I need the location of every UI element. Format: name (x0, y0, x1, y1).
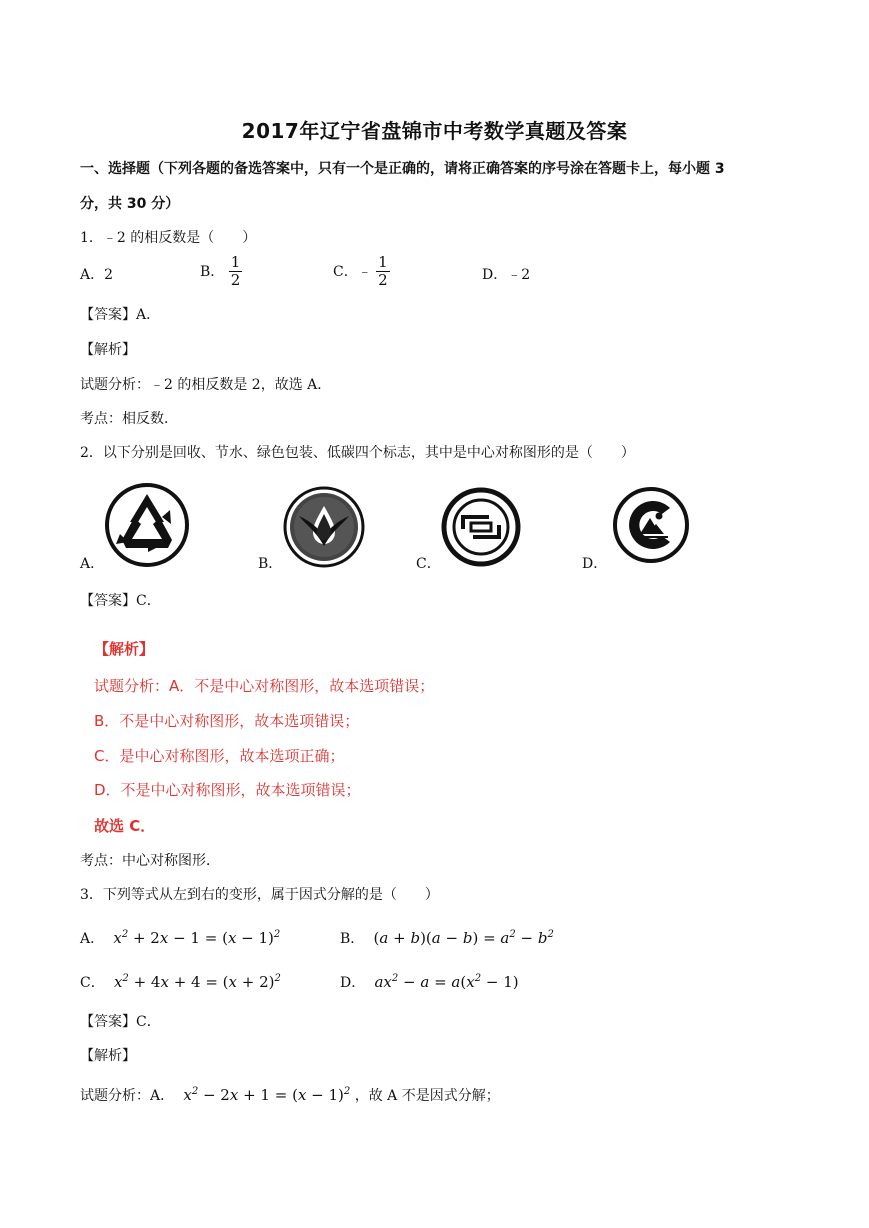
q2-analysis-line-4: D．不是中心对称图形，故本选项错误； (94, 781, 361, 799)
q3-option-c-label: C． (80, 975, 105, 991)
q3-option-a-formula: $x^2 + 2x - 1 = (x - 1)^2$ (108, 929, 281, 947)
q3-option-b (340, 929, 554, 948)
q3-stem: 3．下列等式从左到右的变形，属于因式分解的是（ ） (80, 887, 439, 903)
q3-analysis-prefix: 试题分析：A． (80, 1088, 175, 1104)
q3-option-c-formula: $x^2 + 4x + 4 = (x + 2)^2$ (109, 973, 281, 991)
q2-answer: 【答案】C． (80, 593, 161, 609)
q1-option-c-fraction (376, 254, 390, 289)
recycle-icon (104, 482, 190, 568)
green-packaging-icon (441, 487, 521, 567)
q2-analysis-line-3: C．是中心对称图形，故本选项正确； (94, 747, 345, 765)
section-heading-line1: 一、选择题（下列各题的备选答案中，只有一个是正确的，请将正确答案的序号涂在答题卡上，每小题 3 (80, 161, 725, 177)
q1-analysis: 试题分析：﹣2 的相反数是 2，故选 A． (80, 377, 332, 393)
q2-stem: 2．以下分别是回收、节水、绿色包装、低碳四个标志，其中是中心对称图形的是（ ） (80, 445, 635, 461)
q3-option-a-label: A． (80, 931, 105, 947)
q2-option-b: B． (258, 556, 283, 572)
q3-analysis-suffix: ，故 A 不是因式分解； (354, 1088, 500, 1104)
q1-option-a: A．2 (80, 267, 114, 283)
q3-option-b-formula: $(a + b)(a - b) = a^2 - b^2$ (373, 929, 554, 947)
q3-analysis (80, 1086, 500, 1105)
q2-analysis-line-1: 试题分析：A．不是中心对称图形，故本选项错误； (94, 677, 435, 695)
q3-option-a (80, 929, 280, 948)
q2-option-d: D． (582, 556, 608, 572)
q1-option-b-fraction (229, 254, 243, 289)
q3-answer: 【答案】C． (80, 1014, 161, 1030)
fraction-numerator: 1 (230, 253, 241, 271)
section-heading-line2: 分，共 30 分） (80, 196, 180, 212)
q3-option-d (340, 973, 519, 992)
fraction-numerator: 1 (378, 253, 388, 271)
q2-analysis-line-2: B．不是中心对称图形，故本选项错误； (94, 712, 360, 730)
q2-option-c: C． (416, 556, 441, 572)
q2-analysis-label: 【解析】 (94, 640, 155, 658)
q1-stem: 1．﹣2 的相反数是（ ） (80, 230, 257, 246)
q2-kaodian: 考点：中心对称图形． (80, 853, 220, 869)
q1-option-b (200, 254, 242, 289)
q1-option-c (333, 254, 390, 289)
low-carbon-icon (612, 486, 690, 564)
fraction-denominator: 2 (230, 271, 241, 289)
page-title: 2017年辽宁省盘锦市中考数学真题及答案 (241, 119, 628, 143)
q1-option-c-label: C．﹣ (333, 263, 372, 280)
water-saving-icon (283, 486, 365, 568)
q1-kaodian: 考点：相反数． (80, 411, 178, 427)
q3-analysis-label: 【解析】 (80, 1048, 136, 1064)
fraction-denominator: 2 (378, 271, 388, 289)
q1-option-b-label: B． (200, 263, 225, 280)
q2-option-a: A． (80, 556, 105, 572)
q1-analysis-label: 【解析】 (80, 342, 136, 358)
q1-answer: 【答案】A． (80, 307, 161, 323)
q3-option-d-formula: $ax^2 - a = a(x^2 - 1)$ (369, 973, 519, 991)
q3-option-c (80, 973, 281, 992)
q1-option-d: D．﹣2 (482, 267, 531, 283)
q3-option-d-label: D． (340, 975, 366, 991)
q2-analysis-line-5: 故选 C． (94, 817, 156, 835)
q3-analysis-formula: $x^2 - 2x + 1 = (x - 1)^2$ (178, 1086, 351, 1104)
q3-option-b-label: B． (340, 931, 365, 947)
